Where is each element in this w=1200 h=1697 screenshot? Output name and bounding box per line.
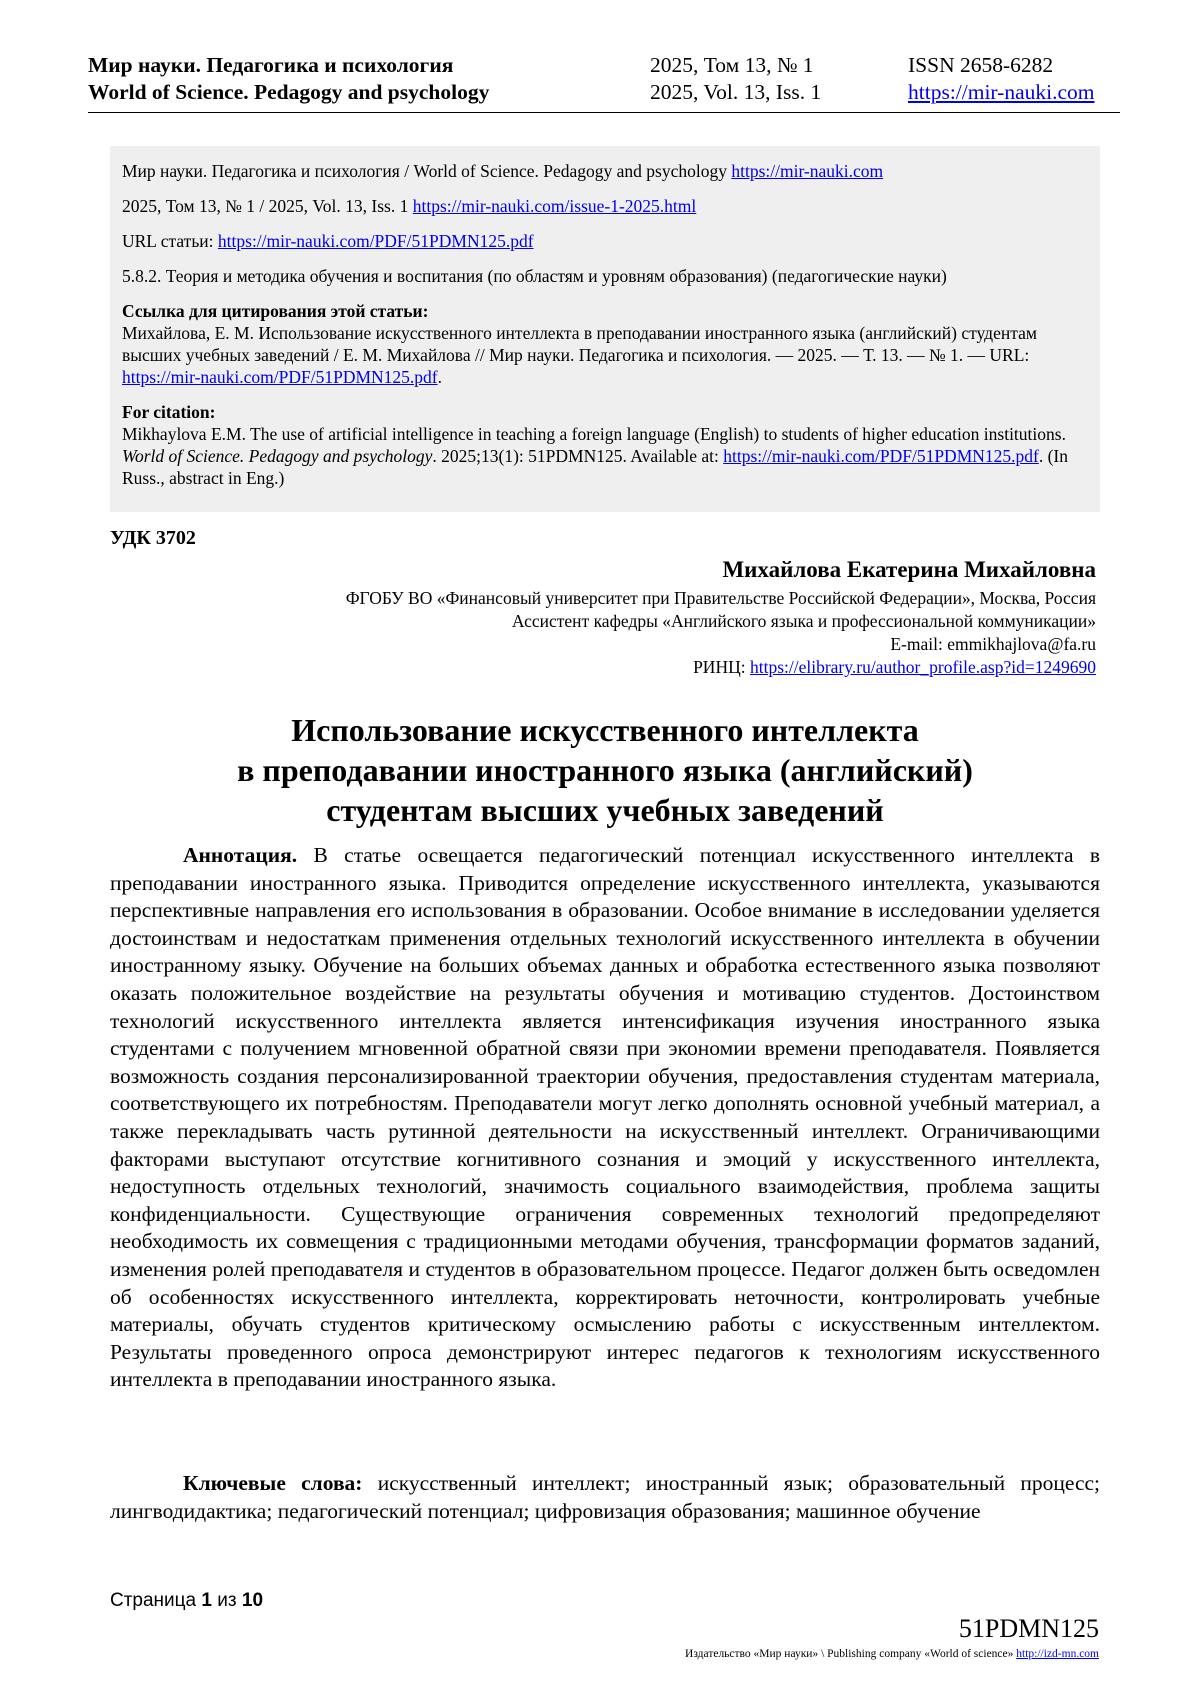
rinc-profile-link[interactable]: https://elibrary.ru/author_profile.asp?id=1249690 [749,657,1096,677]
title-line-3: студентам высших учебных заведений [326,792,884,828]
info-issue-line: 2025, Том 13, № 1 / 2025, Vol. 13, Iss. 1 https://mir-nauki.com/issue-1-2025.html [122,196,697,216]
journal-name [88,52,489,106]
abstract-text: В статье освещается педагогический потенциал искусственного интеллекта в преподавании иностранного языка. Приводится определение искусственного интеллекта, указываются перспективные направления его использования в образовании. Особое внимание в исследовании уделяется достоинствам и недостаткам применения отдельных технологий искусственного интеллекта в обучении иностранному языку. Обучение на больших объемах данных и обработка естественного языка позволяют оказать положительное воздействие на результаты обучения и мотивацию студентов. Достоинством технологий искусственного интеллекта является интенсификация изучения иностранного языка студентами с получением мгновенной обратной связи при экономии времени преподавателя. Появляется возможность создания персонализированной траектории обучения, предоставления студентам материала, соответствующего их потребностям. Преподаватели могут легко дополнять основной учебный материал, а также перекладывать часть рутинной деятельности на искусственный интеллект. Ограничивающими факторами выступают отсутствие когнитивного сознания и эмоций у искусственного интеллекта, недоступность отдельных технологий, значимость социального взаимодействия, проблема защиты конфиденциальности. Существующие ограничения современных технологий предопределяют необходимость их совмещения с традиционными методами обучения, трансформации форматов заданий, изменения ролей преподавателя и студентов в образовательном процессе. Педагог должен быть осведомлен об особенностях искусственного интеллекта, корректировать неточности, контролировать учебные материалы, обучать студентов критическому осмыслению работы с искусственным интеллектом. Результаты проведенного опроса демонстрируют интерес педагогов к технологиям искусственного интеллекта в преподавании иностранного языка. [110,843,1100,1392]
title-line-1: Использование искусственного интеллекта [291,712,919,748]
issue-url-link[interactable]: https://mir-nauki.com/issue-1-2025.html [412,196,697,216]
abstract [110,842,1100,1394]
publisher-link[interactable]: http://izd-mn.com [1016,1648,1099,1660]
citation-ru [122,300,1090,388]
citation-en-link[interactable]: https://mir-nauki.com/PDF/51PDMN125.pdf [723,446,1039,466]
info-article-url-line: URL статьи: https://mir-nauki.com/PDF/51PDMN125.pdf [122,231,534,251]
journal-name-ru: Мир науки. Педагогика и психология [88,53,454,77]
keywords [110,1470,1100,1525]
abstract-label: Аннотация. [183,843,298,867]
author-email: E-mail: emmikhajlova@fa.ru [890,634,1096,654]
author-name: Михайлова Екатерина Михайловна [722,557,1096,582]
article-pdf-link[interactable]: https://mir-nauki.com/PDF/51PDMN125.pdf [217,231,534,251]
publisher-line: Издательство «Мир науки» \ Publishing company «World of science» http://izd-mn.com [685,1648,1099,1660]
citation-en-text: Mikhaylova E.M. The use of artificial intelligence in teaching a foreign language (English) to students of higher education institutions. World of Science. Pedagogy and psychology. 2025;13(1): 51PDMN125. Available at: https://mir-nauki.com/PDF/51PDMN125.pdf. (In Russ., abstract in Eng.) [122,424,1069,488]
author-affiliation: ФГОБУ ВО «Финансовый университет при Правительстве Российской Федерации», Москва, Россия [345,588,1096,608]
issue-ru: 2025, Том 13, № 1 [650,53,814,77]
citation-ru-link[interactable]: https://mir-nauki.com/PDF/51PDMN125.pdf [122,367,438,387]
author-position: Ассистент кафедры «Английского языка и профессиональной коммуникации» [511,611,1096,631]
issue-en: 2025, Vol. 13, Iss. 1 [650,80,822,104]
citation-en [122,401,1090,489]
author-block [346,555,1096,679]
page-number: Страница 1 из 10 [110,1590,264,1611]
keywords-text: искусственный интеллект; иностранный язык; образовательный процесс; лингводидактика; педагогический потенциал; цифровизация образования; машинное обучение [110,1471,1101,1523]
udk-code: УДК 3702 [110,527,196,549]
issn: ISSN 2658-6282 [908,53,1054,77]
article-code: 51PDMN125 [958,1614,1099,1643]
author-rinc: РИНЦ: https://elibrary.ru/author_profile.asp?id=1249690 [693,657,1096,677]
info-journal-line: Мир науки. Педагогика и психология / World of Science. Pedagogy and psychology https://mir-nauki.com [122,161,884,181]
journal-header [88,52,1120,113]
title-line-2: в преподавании иностранного языка (английский) [237,752,973,788]
citation-ru-heading: Ссылка для цитирования этой статьи: [122,301,429,321]
article-info-box [110,146,1100,512]
journal-site-link[interactable]: https://mir-nauki.com [908,80,1095,104]
journal-name-en: World of Science. Pedagogy and psychology [88,80,490,104]
info-specialty-line: 5.8.2. Теория и методика обучения и воспитания (по областям и уровням образования) (педагогические науки) [122,266,947,286]
citation-en-heading: For citation: [122,402,216,422]
journal-issue [650,52,821,106]
citation-ru-text: Михайлова, Е. М. Использование искусственного интеллекта в преподавании иностранного языка (английский) студентам высших учебных заведений / Е. М. Михайлова // Мир науки. Педагогика и психология. — 2025. — Т. 13. — № 1. — URL: https://mir-nauki.com/PDF/51PDMN125.pdf. [122,323,1037,387]
journal-url-link[interactable]: https://mir-nauki.com [731,161,884,181]
article-title [110,710,1100,830]
keywords-label: Ключевые слова: [183,1471,363,1495]
journal-ids [908,52,1094,106]
